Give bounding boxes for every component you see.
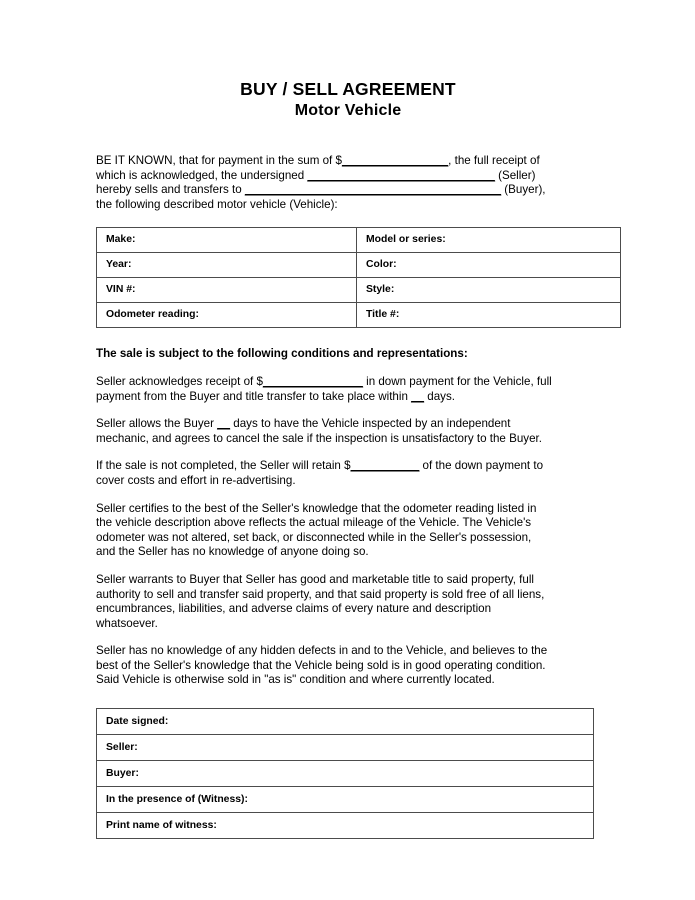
intro-line-4: the following described motor vehicle (Vehicle): xyxy=(96,197,338,211)
retained-amount-blank[interactable]: ___________ xyxy=(350,459,420,473)
vehicle-field-odometer[interactable]: Odometer reading: xyxy=(97,303,357,328)
paragraph-line: Seller has no knowledge of any hidden defects in and to the Vehicle, and believes to the xyxy=(96,644,548,658)
p2-line-1-text-b: days to have the Vehicle inspected by an independent xyxy=(230,417,511,431)
intro-line-1-text-b: , the full receipt of xyxy=(448,154,540,167)
title-secondary: Motor Vehicle xyxy=(294,102,402,119)
intro-line-2 xyxy=(96,169,600,184)
signature-field-seller[interactable]: Seller: xyxy=(97,735,594,761)
vehicle-field-color[interactable]: Color: xyxy=(357,253,621,278)
paragraph-line xyxy=(96,375,600,390)
vehicle-field-vin[interactable]: VIN #: xyxy=(97,278,357,303)
vehicle-field-title[interactable]: Title #: xyxy=(357,303,621,328)
paragraph-line: Said Vehicle is otherwise sold in "as is" condition and where currently located. xyxy=(96,673,495,687)
table-row xyxy=(97,761,594,787)
p3-line-1-text-b: of the down payment to xyxy=(419,459,544,473)
paragraph-line xyxy=(96,459,600,474)
condition-paragraph-warranty xyxy=(96,573,600,631)
paragraph-line xyxy=(96,417,600,432)
paragraph-line: odometer was not altered, set back, or disconnected while in the Seller's possession, xyxy=(96,530,532,544)
intro-line-3 xyxy=(96,183,600,198)
intro-line-1-text-a: BE IT KNOWN, that for payment in the sum of $ xyxy=(96,154,342,167)
amount-blank[interactable]: _________________ xyxy=(341,154,449,167)
table-row xyxy=(97,735,594,761)
intro-line-2-text-a: which is acknowledged, the undersigned xyxy=(96,168,305,182)
paragraph-line: the vehicle description above reflects the actual mileage of the Vehicle. The Vehicle's xyxy=(96,516,532,530)
paragraph-line: Seller certifies to the best of the Seller's knowledge that the odometer reading listed in xyxy=(96,501,537,515)
table-row xyxy=(97,787,594,813)
paragraph-line: whatsoever. xyxy=(96,616,158,630)
signature-table xyxy=(96,708,594,839)
p1-line-1-text-b: in down payment for the Vehicle, full xyxy=(362,374,552,388)
table-row xyxy=(97,813,594,839)
paragraph-line: Seller warrants to Buyer that Seller has good and marketable title to said property, full xyxy=(96,572,534,586)
seller-name-blank[interactable]: ______________________________ xyxy=(307,168,495,182)
paragraph-line: mechanic, and agrees to cancel the sale if the inspection is unsatisfactory to the Buyer. xyxy=(96,431,542,445)
condition-paragraph-odometer xyxy=(96,502,600,560)
intro-line-1 xyxy=(96,154,600,169)
intro-paragraph xyxy=(96,154,600,212)
vehicle-details-table xyxy=(96,227,621,328)
signature-field-date[interactable]: Date signed: xyxy=(97,709,594,735)
p2-line-1-text-a: Seller allows the Buyer xyxy=(96,417,218,431)
paragraph-line: best of the Seller's knowledge that the Vehicle being sold is in good operating condition. xyxy=(96,658,546,672)
transfer-days-blank[interactable]: __ xyxy=(411,389,425,403)
title-primary: BUY / SELL AGREEMENT xyxy=(240,79,456,99)
paragraph-line: authority to sell and transfer said property, and that said property is sold free of all liens, xyxy=(96,587,545,601)
conditions-heading: The sale is subject to the following conditions and representations: xyxy=(96,347,468,361)
p3-line-1-text-a: If the sale is not completed, the Seller will retain $ xyxy=(96,459,351,473)
document-body xyxy=(96,78,600,839)
p1-line-2-text-b: days. xyxy=(424,389,455,403)
vehicle-field-year[interactable]: Year: xyxy=(97,253,357,278)
document-title xyxy=(96,78,600,121)
condition-paragraph-defects xyxy=(96,644,600,688)
table-row xyxy=(97,278,621,303)
buyer-label: (Buyer), xyxy=(504,183,546,197)
table-row xyxy=(97,709,594,735)
signature-field-buyer[interactable]: Buyer: xyxy=(97,761,594,787)
paragraph-line xyxy=(96,390,600,405)
intro-line-3-text-a: hereby sells and transfers to xyxy=(96,183,242,197)
table-row xyxy=(97,253,621,278)
table-row xyxy=(97,303,621,328)
seller-label: (Seller) xyxy=(498,168,536,182)
p1-line-2-text-a: payment from the Buyer and title transfer to take place within xyxy=(96,389,412,403)
vehicle-field-style[interactable]: Style: xyxy=(357,278,621,303)
paragraph-line: cover costs and effort in re-advertising. xyxy=(96,473,296,487)
signature-field-witness-print-name[interactable]: Print name of witness: xyxy=(97,813,594,839)
vehicle-field-model[interactable]: Model or series: xyxy=(357,228,621,253)
p1-line-1-text-a: Seller acknowledges receipt of $ xyxy=(96,374,263,388)
paragraph-line: encumbrances, liabilities, and adverse claims of every nature and description xyxy=(96,602,492,616)
condition-paragraph-retention xyxy=(96,459,600,488)
inspection-days-blank[interactable]: __ xyxy=(217,417,231,431)
vehicle-field-make[interactable]: Make: xyxy=(97,228,357,253)
table-row xyxy=(97,228,621,253)
condition-paragraph-inspection xyxy=(96,417,600,446)
buyer-name-blank[interactable]: _________________________________________ xyxy=(244,183,502,197)
signature-field-witness[interactable]: In the presence of (Witness): xyxy=(97,787,594,813)
paragraph-line: and the Seller has no knowledge of anyone doing so. xyxy=(96,545,369,559)
down-payment-blank[interactable]: ________________ xyxy=(262,374,363,388)
condition-paragraph-down-payment xyxy=(96,375,600,404)
